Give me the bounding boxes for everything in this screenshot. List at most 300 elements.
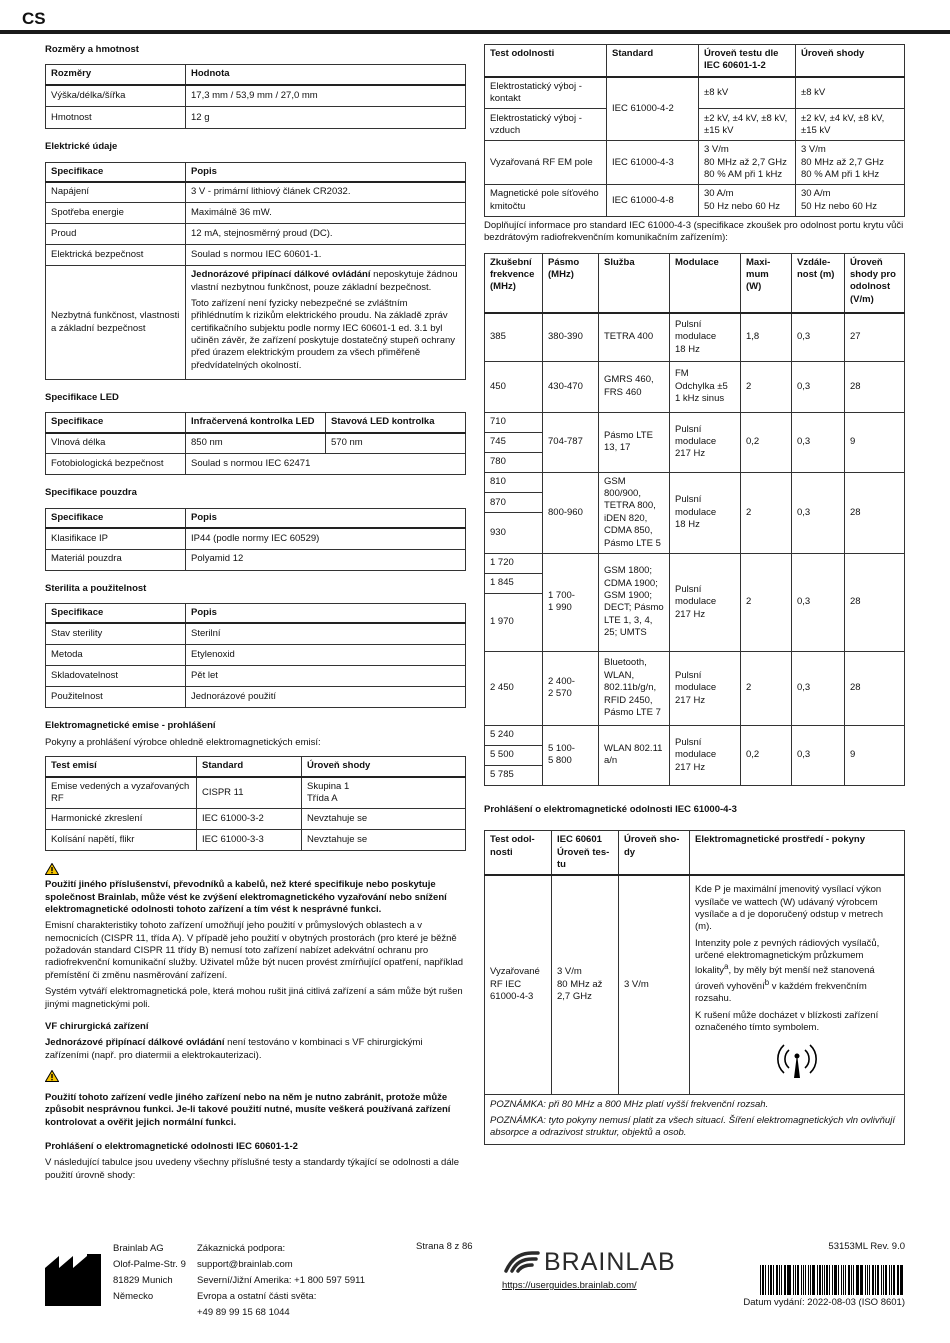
paragraph: V následující tabulce jsou uvedeny všechny příslušné testy a standardy týkající se odolnosti a dále použití úrovně shody: bbox=[45, 1157, 460, 1181]
table-cell: Polyamid 12 bbox=[186, 549, 466, 570]
table-cell: Metoda bbox=[46, 644, 186, 665]
table-cell: 450 bbox=[485, 361, 543, 412]
address-line: Brainlab AG bbox=[113, 1243, 164, 1254]
barcode bbox=[760, 1265, 905, 1295]
barcode-bar bbox=[819, 1265, 821, 1295]
table-cell bbox=[670, 412, 741, 472]
barcode-bar bbox=[801, 1265, 802, 1295]
paragraph: Systém vytváří elektromagnetická pole, která mohou rušit jiná citlivá zařízení a sám může být rušen jinými magnetickými poli. bbox=[45, 986, 463, 1010]
cell-text: neposkytuje žádnou vlastní nezbytnou funkčnost, pouze základní bezpečnost. bbox=[191, 269, 458, 293]
table-cell: 0,3 bbox=[792, 412, 845, 472]
address-line: Německo bbox=[113, 1291, 154, 1302]
table-cell: 17,3 mm / 53,9 mm / 27,0 mm bbox=[186, 85, 466, 107]
non-ionizing-radiation-icon bbox=[777, 1042, 817, 1080]
cell-line: 217 Hz bbox=[675, 694, 706, 706]
table-61000-4-3 bbox=[484, 830, 905, 1145]
table-cell: Etylenoxid bbox=[186, 644, 466, 665]
table-row bbox=[485, 651, 905, 725]
table-row bbox=[485, 361, 905, 412]
right-column bbox=[484, 44, 905, 1145]
table-cell: 28 bbox=[845, 361, 905, 412]
cell-line: 18 Hz bbox=[675, 518, 700, 530]
table-cell: 385 bbox=[485, 313, 543, 361]
table-cell: 2 bbox=[741, 472, 792, 553]
manufacturer-icon bbox=[45, 1254, 101, 1306]
table-cell: IEC 61000-4-2 bbox=[607, 77, 699, 141]
cell-paragraph: Toto zařízení není fyzicky nebezpečné se zvláštním přihlédnutím k rizikům elektrického proudu. Na základě zpráv certifikačního subjektu podle normy IEC 60601-1 ed. 3.1 byl učiněn závěr, že zařízení poskytuje dostatečný stupeň ochrany před úrazem elektrickým proudem za všech přiměřeně předvídatelných okolností. bbox=[191, 298, 456, 371]
table-frekvence bbox=[484, 253, 905, 786]
table-cell bbox=[670, 725, 741, 785]
table-cell bbox=[186, 266, 466, 380]
table-cell: Nevztahuje se bbox=[302, 809, 466, 830]
support-email[interactable]: support@brainlab.com bbox=[197, 1259, 293, 1270]
table-cell: 0,3 bbox=[792, 361, 845, 412]
table-cell: Soulad s normou IEC 60601-1. bbox=[186, 245, 466, 266]
barcode-bar bbox=[841, 1265, 842, 1295]
barcode-bar bbox=[853, 1265, 854, 1295]
col-header: Hodnota bbox=[186, 65, 466, 85]
barcode-bar bbox=[829, 1265, 830, 1295]
barcode-bar bbox=[810, 1265, 811, 1295]
table-cell: Elektrostatický výboj - vzduch bbox=[485, 109, 607, 141]
support-line: Zákaznická podpora: bbox=[197, 1243, 286, 1254]
footnote-mark: b bbox=[764, 977, 770, 987]
table-cell: GSM 800/900, TETRA 800, iDEN 820, CDMA 850, Pásmo LTE 5 bbox=[599, 472, 670, 553]
barcode-bar bbox=[826, 1265, 828, 1295]
barcode-bar bbox=[784, 1265, 786, 1295]
cell-line: 217 Hz bbox=[675, 448, 706, 460]
table-cell: 12 mA, stejnosměrný proud (DC). bbox=[186, 224, 466, 245]
cell-line: Skupina 1 bbox=[307, 780, 350, 792]
cell-line: 1 kHz sinus bbox=[675, 392, 725, 404]
barcode-bar bbox=[824, 1265, 825, 1295]
table-cell bbox=[670, 553, 741, 651]
table-cell: Kolísání napětí, flikr bbox=[46, 830, 197, 851]
col-header: Popis bbox=[186, 508, 466, 528]
cell-line: Pulsní modulace bbox=[675, 583, 717, 608]
col-header: Test odolnosti bbox=[485, 45, 607, 77]
col-header: Test odol-nosti bbox=[485, 831, 552, 876]
table-cell: 5 240 bbox=[485, 725, 543, 745]
table-cell bbox=[543, 651, 599, 725]
paragraph bbox=[45, 1037, 466, 1062]
barcode-bar bbox=[883, 1265, 884, 1295]
warning-text: Použití jiného příslušenství, převodníků a kabelů, než které specifikuje nebo poskytuje společnost Brainlab, může vést ke zvýšení elektromagnetického vyzařování nebo snížení elektromagnetické odolnosti tohoto zařízení a tím vést k nesprávné funkci. bbox=[45, 879, 447, 916]
warning-icon bbox=[45, 863, 59, 875]
support-line: Evropa a ostatní části světa: bbox=[197, 1291, 317, 1302]
product-name: Jednorázové připínací dálkové ovládání bbox=[191, 269, 371, 281]
section-rozmery bbox=[45, 44, 466, 129]
col-header: Popis bbox=[186, 162, 466, 182]
table-cell: Vyzařované RF IEC 61000-4-3 bbox=[485, 875, 552, 1094]
barcode-bar bbox=[808, 1265, 809, 1295]
address-line: 81829 Munich bbox=[113, 1275, 173, 1286]
barcode-bar bbox=[843, 1265, 845, 1295]
barcode-bar bbox=[881, 1265, 882, 1295]
table-cell: IEC 61000-4-3 bbox=[607, 141, 699, 185]
cell-line: 80 MHz až 2,7 GHz bbox=[801, 156, 884, 168]
table-cell: 800-960 bbox=[543, 472, 599, 553]
table-cell: 1 720 bbox=[485, 553, 543, 573]
table-cell: 704-787 bbox=[543, 412, 599, 472]
cell-line: Pulsní modulace bbox=[675, 319, 717, 343]
col-header: Služba bbox=[599, 253, 670, 313]
table-cell: 28 bbox=[845, 651, 905, 725]
table-cell: 870 bbox=[485, 493, 543, 513]
table-sterilita bbox=[45, 603, 466, 708]
cell-line: 5 100- bbox=[548, 743, 575, 754]
table-cell: 0,2 bbox=[741, 412, 792, 472]
cell-line: Třída A bbox=[307, 793, 338, 805]
table-row bbox=[485, 725, 905, 745]
table-cell: 1 970 bbox=[485, 593, 543, 651]
section-elektricke bbox=[45, 141, 466, 380]
support-line: +49 89 99 15 68 1044 bbox=[197, 1307, 290, 1318]
table-cell: Hmotnost bbox=[46, 107, 186, 129]
table-cell: Spotřeba energie bbox=[46, 203, 186, 224]
col-header: Popis bbox=[186, 603, 466, 623]
barcode-bar bbox=[762, 1265, 764, 1295]
table-cell: 2 450 bbox=[485, 651, 543, 725]
table-cell: Jednorázové použití bbox=[186, 686, 466, 707]
col-header: Úroveň shody bbox=[302, 757, 466, 777]
col-header: Vzdále-nost (m) bbox=[792, 253, 845, 313]
section-title: Specifikace LED bbox=[45, 392, 119, 404]
col-header: Rozměry bbox=[46, 65, 186, 85]
barcode-bar bbox=[770, 1265, 773, 1295]
cell-line: 1 990 bbox=[548, 602, 572, 614]
barcode-bar bbox=[865, 1265, 866, 1295]
guidance-part: v každém frekvenčním rozsahu. bbox=[695, 980, 867, 1005]
table-cell: IEC 61000-3-3 bbox=[197, 830, 302, 851]
barcode-bar bbox=[900, 1265, 903, 1295]
table-cell: 1 845 bbox=[485, 573, 543, 593]
userguides-link[interactable]: https://userguides.brainlab.com/ bbox=[502, 1280, 637, 1291]
section-title: Specifikace pouzdra bbox=[45, 487, 137, 499]
barcode-bar bbox=[812, 1265, 815, 1295]
table-cell bbox=[670, 313, 741, 361]
barcode-bar bbox=[889, 1265, 890, 1295]
table-cell: 710 bbox=[485, 412, 543, 432]
col-header: Modulace bbox=[670, 253, 741, 313]
brainlab-wordmark: BRAINLAB bbox=[544, 1248, 676, 1276]
table-cell: ±8 kV bbox=[699, 77, 796, 109]
table-cell: Materiál pouzdra bbox=[46, 549, 186, 570]
table-cell: 0,3 bbox=[792, 651, 845, 725]
col-header: IEC 60601 Úroveň tes-tu bbox=[552, 831, 619, 876]
table-elektricke bbox=[45, 162, 466, 381]
table-cell: 9 bbox=[845, 725, 905, 785]
barcode-bar bbox=[872, 1265, 874, 1295]
page-number: Strana 8 z 86 bbox=[416, 1241, 473, 1252]
table-cell: GSM 1800; CDMA 1900; GSM 1900; DECT; Pásmo LTE 1, 3, 4, 25; UMTS bbox=[599, 553, 670, 651]
table-cell bbox=[543, 553, 599, 651]
guidance-text: K rušení může docházet v blízkosti zařízení označeného tímto symbolem. bbox=[695, 1009, 879, 1033]
cell-line: 217 Hz bbox=[675, 761, 706, 773]
table-rozmery bbox=[45, 64, 466, 129]
cell-line: 18 Hz bbox=[675, 343, 700, 355]
table-cell: 570 nm bbox=[326, 433, 466, 454]
table-pouzdro bbox=[45, 508, 466, 571]
address-line: Olof-Palme-Str. 9 bbox=[113, 1259, 186, 1270]
cell-line: 3 V/m bbox=[801, 144, 826, 156]
barcode-bar bbox=[803, 1265, 805, 1295]
barcode-bar bbox=[805, 1265, 806, 1295]
table-cell bbox=[670, 361, 741, 412]
table-cell: Fotobiologická bezpečnost bbox=[46, 454, 186, 475]
col-header: Zkušební frekvence (MHz) bbox=[485, 253, 543, 313]
table-cell bbox=[690, 875, 905, 1094]
barcode-bar bbox=[787, 1265, 788, 1295]
section-intro: Pokyny a prohlášení výrobce ohledně elektromagnetických emisí: bbox=[45, 737, 321, 749]
section-title: Elektromagnetické emise - prohlášení bbox=[45, 719, 216, 731]
guidance-text: Kde P je maximální jmenovitý vysílací výkon vysílače ve wattech (W) udávaný výrobcem vysílače a d je doporučený odstup v metrech (m). bbox=[695, 884, 883, 933]
section-sterilita bbox=[45, 583, 466, 708]
note-text: POZNÁMKA: tyto pokyny nemusí platit za všech situací. Šíření elektromagnetických vln ovlivňují absorpce a odrazivost struktur, objektů a osob. bbox=[490, 1115, 895, 1139]
barcode-bar bbox=[860, 1265, 861, 1295]
document-revision: 53153ML Rev. 9.0 bbox=[828, 1241, 905, 1252]
barcode-bar bbox=[861, 1265, 863, 1295]
barcode-bar bbox=[817, 1265, 818, 1295]
barcode-bar bbox=[851, 1265, 852, 1295]
barcode-bar bbox=[848, 1265, 850, 1295]
table-cell: 930 bbox=[485, 513, 543, 554]
table-cell bbox=[796, 185, 905, 217]
table-cell: Vlnová délka bbox=[46, 433, 186, 454]
table-cell bbox=[699, 141, 796, 185]
cell-line: 3 V/m bbox=[704, 144, 729, 156]
col-header: Stavová LED kontrolka bbox=[326, 413, 466, 433]
table-cell: Soulad s normou IEC 62471 bbox=[186, 454, 466, 475]
table-cell: ±2 kV, ±4 kV, ±8 kV, ±15 kV bbox=[699, 109, 796, 141]
table-cell: 28 bbox=[845, 553, 905, 651]
table-cell: Harmonické zkreslení bbox=[46, 809, 197, 830]
barcode-bar bbox=[781, 1265, 782, 1295]
guidance-text bbox=[695, 938, 899, 1006]
section-led bbox=[45, 392, 466, 475]
table-cell: 0,3 bbox=[792, 313, 845, 361]
table-cell: Proud bbox=[46, 224, 186, 245]
table-row bbox=[485, 313, 905, 361]
table-cell: 850 nm bbox=[186, 433, 326, 454]
col-header: Úroveň shody pro odolnost (V/m) bbox=[845, 253, 905, 313]
section-pouzdro bbox=[45, 487, 466, 570]
page-footer bbox=[0, 1232, 950, 1343]
barcode-bar bbox=[776, 1265, 778, 1295]
barcode-bar bbox=[793, 1265, 794, 1295]
table-row bbox=[485, 553, 905, 573]
cell-line: 80 % AM při 1 kHz bbox=[704, 169, 783, 181]
barcode-bar bbox=[898, 1265, 899, 1295]
col-header: Specifikace bbox=[46, 508, 186, 528]
table-cell: 3 V - primární lithiový článek CR2032. bbox=[186, 182, 466, 203]
cell-paragraph bbox=[191, 269, 460, 294]
barcode-bar bbox=[832, 1265, 833, 1295]
barcode-bar bbox=[788, 1265, 791, 1295]
cell-line: FM bbox=[675, 368, 689, 380]
table-cell: 9 bbox=[845, 412, 905, 472]
note-text: POZNÁMKA: při 80 MHz a 800 MHz platí vyšší frekvenční rozsah. bbox=[490, 1098, 769, 1110]
table-cell: 0,2 bbox=[741, 725, 792, 785]
guidance-part: , by měly být menší než stanovená úroveň vyhovění bbox=[695, 965, 875, 992]
support-line: Severní/Jižní Amerika: +1 800 597 5911 bbox=[197, 1275, 366, 1286]
paragraph-text: není testováno v kombinaci s VF chirurgickými zařízeními (např. pro diatermii a elektrokauterizaci). bbox=[45, 1037, 423, 1061]
col-header: Specifikace bbox=[46, 162, 186, 182]
table-cell: Elektrická bezpečnost bbox=[46, 245, 186, 266]
cell-line: Pulsní modulace bbox=[675, 736, 717, 761]
table-cell bbox=[543, 725, 599, 785]
paragraph: Emisní charakteristiky tohoto zařízení umožňují jeho použití v průmyslových oblastech a v nemocnicích (CISPR 11, třída A). V případě jeho použití v obytných prostorách (pro které je běžně požadován standard CISPR 11 třídy B) nemusí toto zařízení nabízet adekvátní ochranu pro radiofrekvenční komunikační služby. Uživatel může být nucen provést zmírňující opatření, například přemístění či změnu nasměrování zařízení. bbox=[45, 920, 464, 981]
table-cell: ±2 kV, ±4 kV, ±8 kV, ±15 kV bbox=[796, 109, 905, 141]
table-cell: Pásmo LTE 13, 17 bbox=[599, 412, 670, 472]
table-cell: Klasifikace IP bbox=[46, 528, 186, 549]
col-header: Pásmo (MHz) bbox=[543, 253, 599, 313]
barcode-bar bbox=[893, 1265, 895, 1295]
col-header: Specifikace bbox=[46, 603, 186, 623]
table-cell: 0,3 bbox=[792, 553, 845, 651]
table-cell: Skladovatelnost bbox=[46, 665, 186, 686]
table-cell: ±8 kV bbox=[796, 77, 905, 109]
table-cell: 380-390 bbox=[543, 313, 599, 361]
table-cell bbox=[796, 141, 905, 185]
cell-line: 30 A/m bbox=[801, 188, 831, 200]
page-header bbox=[0, 0, 950, 36]
cell-line: 50 Hz nebo 60 Hz bbox=[801, 200, 878, 212]
cell-line: 80 MHz až 2,7 GHz bbox=[704, 156, 787, 168]
table-cell: 2 bbox=[741, 651, 792, 725]
barcode-bar bbox=[773, 1265, 774, 1295]
section-title: Prohlášení o elektromagnetické odolnosti IEC 60601-1-2 bbox=[45, 1140, 298, 1152]
table-cell: Emise vedených a vyzařovaných RF bbox=[46, 777, 197, 809]
table-cell: 745 bbox=[485, 432, 543, 452]
table-cell: 2 bbox=[741, 361, 792, 412]
cell-line: 5 800 bbox=[548, 755, 572, 767]
table-cell: IEC 61000-4-8 bbox=[607, 185, 699, 217]
table-cell: WLAN 802.11 a/n bbox=[599, 725, 670, 785]
table-cell: 810 bbox=[485, 472, 543, 492]
table-cell: Nezbytná funkčnost, vlastnosti a základní bezpečnost bbox=[46, 266, 186, 380]
cell-line: 2 400- bbox=[548, 676, 575, 687]
barcode-bar bbox=[856, 1265, 859, 1295]
table-cell bbox=[302, 777, 466, 809]
barcode-bar bbox=[869, 1265, 870, 1295]
col-header: Test emisí bbox=[46, 757, 197, 777]
table-cell: IEC 61000-3-2 bbox=[197, 809, 302, 830]
barcode-bar bbox=[877, 1265, 880, 1295]
table-cell: Magnetické pole síťového kmitočtu bbox=[485, 185, 607, 217]
cell-line: 2 570 bbox=[548, 688, 572, 700]
section-emise bbox=[45, 720, 466, 852]
barcode-bar bbox=[838, 1265, 839, 1295]
table-cell: 27 bbox=[845, 313, 905, 361]
barcode-bar bbox=[834, 1265, 837, 1295]
barcode-bar bbox=[845, 1265, 846, 1295]
barcode-bar bbox=[891, 1265, 892, 1295]
table-cell: 12 g bbox=[186, 107, 466, 129]
section-title: VF chirurgická zařízení bbox=[45, 1020, 149, 1032]
section-title: Sterilita a použitelnost bbox=[45, 582, 147, 594]
symbol-wrap bbox=[695, 1038, 899, 1090]
barcode-bar bbox=[885, 1265, 887, 1295]
section-title: Prohlášení o elektromagnetické odolnosti IEC 61000-4-3 bbox=[484, 803, 737, 815]
table-cell bbox=[670, 472, 741, 553]
cell-line: 50 Hz nebo 60 Hz bbox=[704, 200, 781, 212]
barcode-bar bbox=[779, 1265, 780, 1295]
col-header: Úroveň testu dle IEC 60601-1-2 bbox=[699, 45, 796, 77]
left-column bbox=[45, 44, 466, 1186]
table-cell: Vyzařovaná RF EM pole bbox=[485, 141, 607, 185]
barcode-bar bbox=[760, 1265, 761, 1295]
cell-line: 80 MHz až 2,7 GHz bbox=[557, 978, 603, 1003]
cell-line: Odchylka ±5 bbox=[675, 380, 728, 392]
table-cell bbox=[699, 185, 796, 217]
product-name: Jednorázové připínací dálkové ovládání bbox=[45, 1037, 225, 1049]
col-header: Maxi-mum (W) bbox=[741, 253, 792, 313]
warning-text: Použití tohoto zařízení vedle jiného zařízení nebo na něm je nutno zabránit, protože může způsobit nesprávnou funkci. Je-li takové použití nutné, musíte veškerá používaná zařízení kontrolovat a ověřit jejich normální funkci. bbox=[45, 1091, 451, 1128]
table-cell: Pět let bbox=[186, 665, 466, 686]
table-cell: GMRS 460, FRS 460 bbox=[599, 361, 670, 412]
table-cell: Bluetooth, WLAN, 802.11b/g/n, RFID 2450, Pásmo LTE 7 bbox=[599, 651, 670, 725]
table-cell: Elektrostatický výboj - kontakt bbox=[485, 77, 607, 109]
section-title: Elektrické údaje bbox=[45, 141, 118, 153]
col-header: Úroveň sho-dy bbox=[619, 831, 690, 876]
barcode-bar bbox=[768, 1265, 769, 1295]
table-cell: 0,3 bbox=[792, 725, 845, 785]
table-cell: CISPR 11 bbox=[197, 777, 302, 809]
release-date: Datum vydání: 2022-08-03 (ISO 8601) bbox=[743, 1297, 905, 1308]
cell-line: 217 Hz bbox=[675, 608, 706, 620]
table-cell bbox=[552, 875, 619, 1094]
table-led bbox=[45, 412, 466, 475]
brainlab-logo-icon bbox=[502, 1249, 542, 1275]
warning-icon bbox=[45, 1070, 59, 1082]
table-cell bbox=[670, 651, 741, 725]
section-title: Rozměry a hmotnost bbox=[45, 44, 139, 55]
table-cell: 28 bbox=[845, 472, 905, 553]
table-row bbox=[485, 412, 905, 432]
table-cell: Výška/délka/šířka bbox=[46, 85, 186, 107]
table-note bbox=[485, 1094, 905, 1144]
brainlab-logo bbox=[502, 1246, 676, 1279]
cell-line: 80 % AM při 1 kHz bbox=[801, 169, 880, 181]
barcode-bar bbox=[822, 1265, 823, 1295]
table-cell: 3 V/m bbox=[619, 875, 690, 1094]
cell-line: Pulsní modulace bbox=[675, 669, 717, 694]
table-cell: 1,8 bbox=[741, 313, 792, 361]
table-cell: Stav sterility bbox=[46, 623, 186, 644]
cell-line: 1 700- bbox=[548, 590, 575, 601]
table-cell: 0,3 bbox=[792, 472, 845, 553]
barcode-bar bbox=[765, 1265, 766, 1295]
table-cell: Použitelnost bbox=[46, 686, 186, 707]
table-cell: 430-470 bbox=[543, 361, 599, 412]
barcode-bar bbox=[867, 1265, 868, 1295]
barcode-bar bbox=[795, 1265, 796, 1295]
cell-line: Pulsní modulace bbox=[675, 494, 717, 518]
table-cell: Nevztahuje se bbox=[302, 830, 466, 851]
table-cell: IP44 (podle normy IEC 60529) bbox=[186, 528, 466, 549]
col-header: Standard bbox=[607, 45, 699, 77]
table-cell: Sterilní bbox=[186, 623, 466, 644]
table-odolnost bbox=[484, 44, 905, 217]
table-cell: 2 bbox=[741, 553, 792, 651]
table-cell: Maximálně 36 mW. bbox=[186, 203, 466, 224]
table-cell: 780 bbox=[485, 452, 543, 472]
paragraph: Doplňující informace pro standard IEC 61000-4-3 (specifikace zkoušek pro odolnost portu krytu vůči bezdrátovým radiofrekvenčním komunikačním zařízením): bbox=[484, 220, 904, 244]
support-contact bbox=[197, 1241, 365, 1321]
barcode-bar bbox=[797, 1265, 799, 1295]
barcode-bars bbox=[760, 1265, 905, 1295]
